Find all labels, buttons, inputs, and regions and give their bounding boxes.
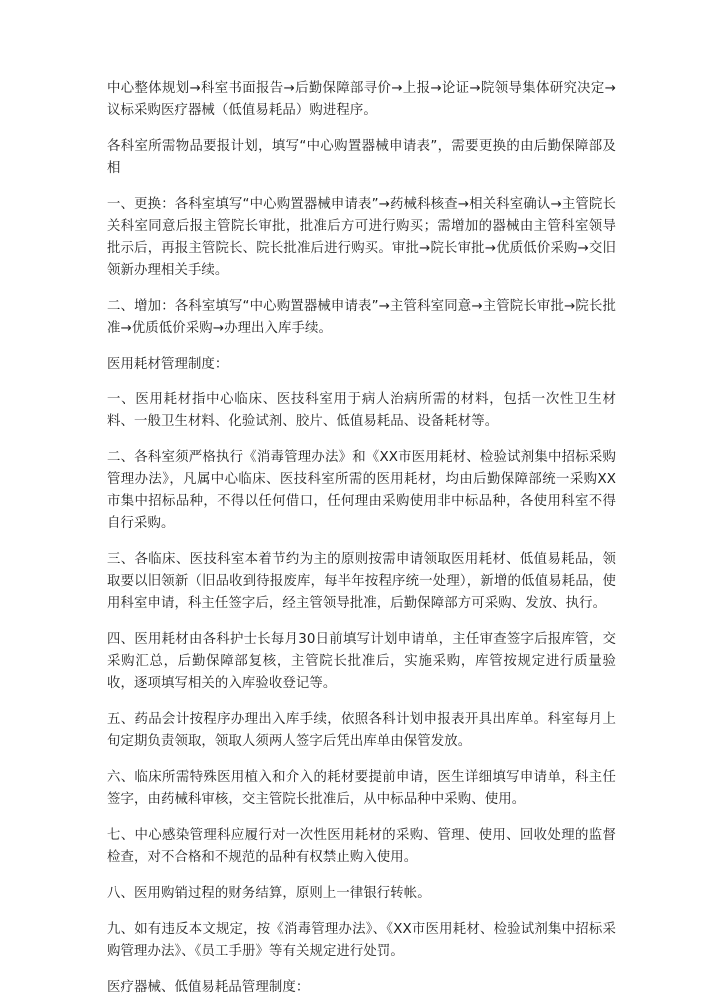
policy-item-4: 四、医用耗材由各科护士长每月30日前填写计划申请单，主任审查签字后报库管，交采购汇总，后勤保障部复核，主管院长批准后，实施采购，库管按规定进行质量验收，逐项填写相关的入库验收登记等。 xyxy=(107,632,616,691)
planning-requirement-paragraph: 各科室所需物品要报计划，填写“中心购置器械申请表”，需要更换的由后勤保障部及相 xyxy=(107,139,616,176)
consumables-policy-heading: 医用耗材管理制度： xyxy=(107,357,229,372)
addition-procedure-paragraph: 二、增加：各科室填写“中心购置器械申请表”→主管科室同意→主管院长审批→院长批准→优质低价采购→办理出入库手续。 xyxy=(107,299,616,336)
policy-item-8: 八、医用购销过程的财务结算，原则上一律银行转帐。 xyxy=(107,886,431,901)
policy-item-7: 七、中心感染管理科应履行对一次性医用耗材的采购、管理、使用、回收处理的监督检查，对不合格和不规范的品种有权禁止购入使用。 xyxy=(107,828,616,865)
devices-policy-heading: 医疗器械、低值易耗品管理制度： xyxy=(107,980,310,995)
policy-item-2: 二、各科室须严格执行《消毒管理办法》和《XX市医用耗材、检验试剂集中招标采购管理办法》，凡属中心临床、医技科室所需的医用耗材，均由后勤保障部统一采购XX市集中招标品种，不得以任何借口，任何理由采购使用非中标品种，各使用科室不得自行采购。 xyxy=(107,450,616,531)
policy-item-9: 九、如有违反本文规定，按《消毒管理办法》、《XX市医用耗材、检验试剂集中招标采购管理办法》、《员工手册》等有关规定进行处罚。 xyxy=(107,922,616,959)
policy-item-3: 三、各临床、医技科室本着节约为主的原则按需申请领取医用耗材、低值易耗品，领取要以旧领新（旧品收到待报废库，每半年按程序统一处理），新增的低值易耗品，使用科室申请，科主任签字后，经主管领导批准，后勤保障部方可采购、发放、执行。 xyxy=(107,552,616,611)
replacement-procedure-paragraph: 一、更换：各科室填写“中心购置器械申请表”→药械科核查→相关科室确认→主管院长关科室同意后报主管院长审批，批准后方可进行购买；需增加的器械由主管科室领导批示后，再报主管院长、院长批准后进行购买。审批→院长审批→优质低价采购→交旧领新办理相关手续。 xyxy=(107,197,616,278)
policy-item-1: 一、医用耗材指中心临床、医技科室用于病人治病所需的材料，包括一次性卫生材料、一般卫生材料、化验试剂、胶片、低值易耗品、设备耗材等。 xyxy=(107,392,616,429)
procurement-procedure-paragraph: 中心整体规划→科室书面报告→后勤保障部寻价→上报→论证→院领导集体研究决定→议标采购医疗器械（低值易耗品）购进程序。 xyxy=(107,81,616,118)
policy-item-5: 五、药品会计按程序办理出入库手续，依照各科计划申报表开具出库单。科室每月上旬定期负责领取，领取人须两人签字后凭出库单由保管发放。 xyxy=(107,712,616,749)
policy-item-6: 六、临床所需特殊医用植入和介入的耗材要提前申请，医生详细填写申请单，科主任签字，由药械科审核，交主管院长批准后，从中标品种中采购、使用。 xyxy=(107,770,616,807)
